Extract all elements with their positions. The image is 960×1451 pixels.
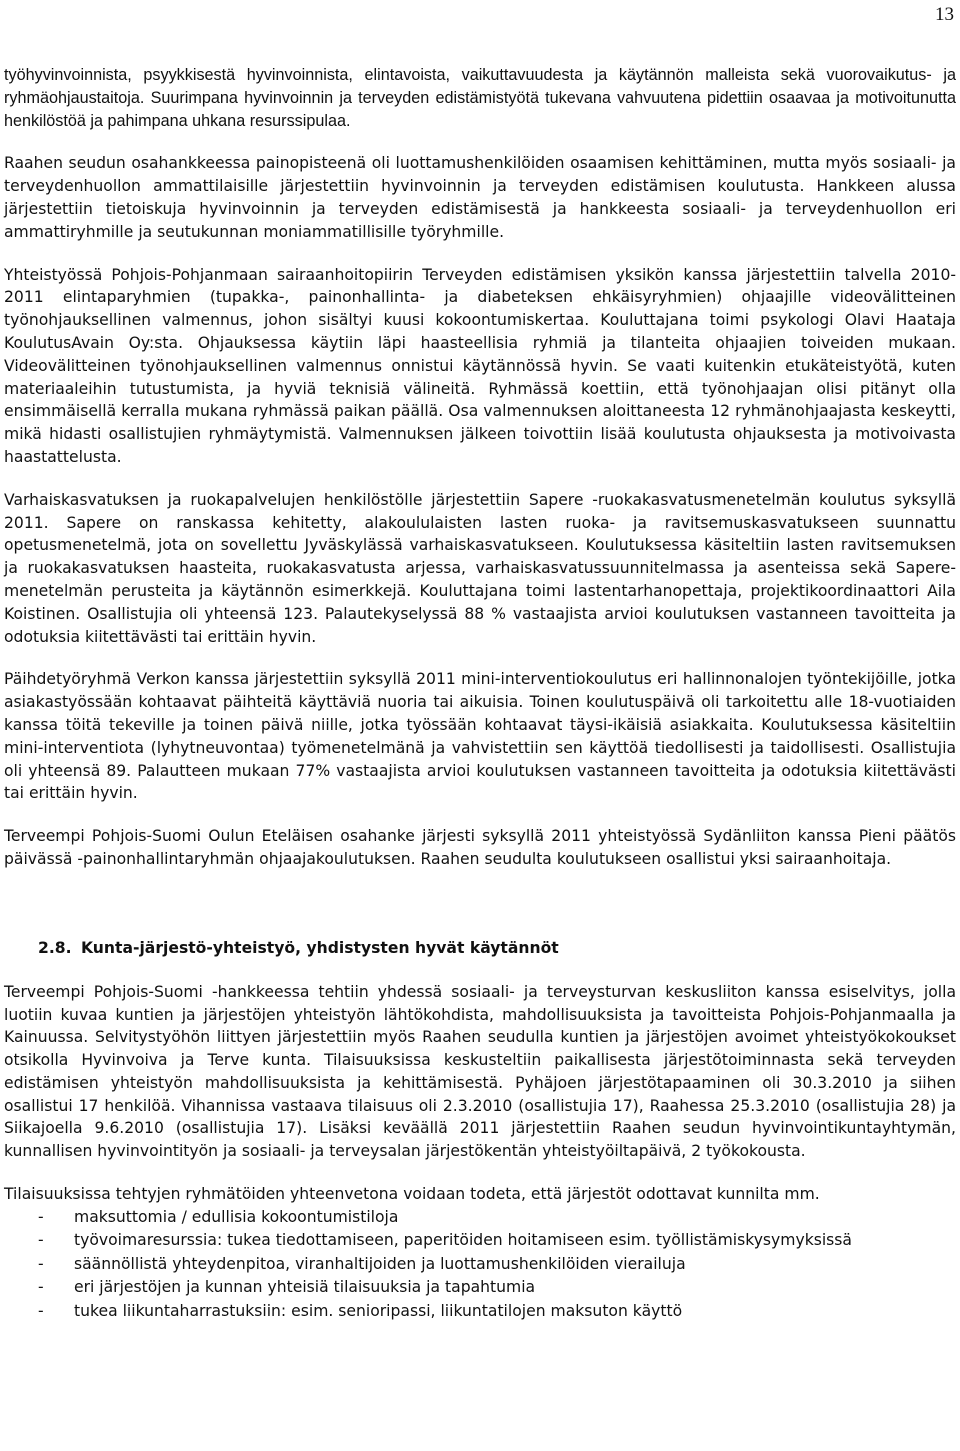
paragraph-5: Päihdetyöryhmä Verkon kanssa järjestettiin syksyllä 2011 mini-interventiokoulutus eri hallinnonalojen työntekijöille, jotka asiakastyössään kohtaavat päihteitä käyttäviä nuoria tai aikuisia. Toinen koulutuspäivä oli tarkoitettu alle 18-vuotiaiden kanssa töitä tekeville ja toinen päivä niille, jotka työssään kohtaavat täysi-ikäisiä asiakkaita. Koulutuksessa käsiteltiin mini-interventiota (lyhytneuvontaa) työmenetelmänä ja vahvistettiin sen käyttöä tiedollisesti ja taidollisesti. Osallistujia oli yhteensä 89. Palautteen mukaan 77% vastaajista arvioi koulutuksen vastanneen tavoitteita ja odotuksia kiitettävästi tai erittäin hyvin. [4,670,956,803]
list-item [4,1253,956,1277]
section-number: 2.8. [38,938,72,957]
list-item [4,1300,956,1324]
paragraph-6: Terveempi Pohjois-Suomi Oulun Eteläisen osahanke järjesti syksyllä 2011 yhteistyössä Sydänliiton kanssa Pieni päätös päivässä -painonhallintaryhmän ohjaajakoulutuksen. Raahen seudulta koulutukseen osallistui yksi sairaanhoitaja. [4,827,956,868]
paragraph-4: Varhaiskasvatuksen ja ruokapalvelujen henkilöstölle järjestettiin Sapere -ruokakasvatusmenetelmän koulutus syksyllä 2011. Sapere on ranskassa kehitetty, alakoululaisten lasten ruoka- ja ravitsemuskasvatukseen suunnattu opetusmenetelmä, jota on sovellettu Jyväskylässä varhaiskasvatukseen. Koulutuksessa käsiteltiin lasten ravitsemuksen ja ruokakasvatuksen haasteita, ruokakasvatusta arjessa, varhaiskasvatussuunnitelmassa ja asenteissa sekä Sapere-menetelmän perusteita ja käytännön esimerkkejä. Kouluttajana toimi lastentarhanopettaja, projektikoordinaattori Aila Koistinen. Osallistujia oli yhteensä 123. Palautekyselyssä 88 % vastaajista arvioi koulutuksen vastanneen tavoitteita ja odotuksia kiitettävästi tai erittäin hyvin. [4,490,956,646]
section-title: Kunta-järjestö-yhteistyö, yhdistysten hyvät käytännöt [81,938,559,957]
dash-bullet: - [38,1231,44,1250]
dash-bullet: - [38,1207,44,1226]
list-item-text: eri järjestöjen ja kunnan yhteisiä tilaisuuksia ja tapahtumia [74,1278,536,1297]
expectations-list [4,1206,956,1324]
list-item [4,1276,956,1300]
page-number: 13 [935,4,954,25]
paragraph-2: Raahen seudun osahankkeessa painopisteenä oli luottamushenkilöiden osaamisen kehittäminen, mutta myös sosiaali- ja terveydenhuollon ammattilaisille järjestettiin hyvinvoinnin ja terveyden edistämisen koulutusta. Hankkeen alussa järjestettiin tietoiskuja hyvinvoinnin ja terveyden edistämisestä ja hankkeesta sosiaali- ja terveydenhuollon eri ammattiryhmille ja seutukunnan moniammatillisille työryhmille. [4,154,956,241]
paragraph-1: työhyvinvoinnista, psyykkisestä hyvinvoinnista, elintavoista, vaikuttavuudesta ja käytännön malleista sekä vuorovaikutus- ja ryhmäohjaustaitoja. Suurimpana hyvinvoinnin ja terveyden edistämistyötä tukevana vahvuutena pidettiin osaavaa ja motivoitunutta henkilöstöä ja pahimpana uhkana resurssipulaa. [4,66,956,130]
paragraph-8: Tilaisuuksissa tehtyjen ryhmätöiden yhteenvetona voidaan todeta, että järjestöt odottavat kunnilta mm. [4,1185,820,1204]
dash-bullet: - [38,1301,44,1320]
paragraph-7: Terveempi Pohjois-Suomi -hankkeessa tehtiin yhdessä sosiaali- ja terveysturvan keskusliiton kanssa esiselvitys, jolla luotiin kuvaa kuntien ja järjestöjen yhteistyön lähtökohdista, mahdollisuuksista ja tavoitteista Pohjois-Pohjanmaalla ja Kainuussa. Selvitystyöhön liittyen järjestettiin myös Raahen seudulla kuntien ja järjestöjen avoimet yhteistyökokoukset otsikolla Hyvinvoiva ja Terve kunta. Tilaisuuksissa keskusteltiin paikallisesta järjestötoiminnasta sekä terveyden edistämisen yhteistyön mahdollisuuksista ja kehittämisestä. Pyhäjoen järjestötapaaminen oli 30.3.2010 ja siihen osallistui 17 henkilöä. Vihannissa vastaava tilaisuus oli 2.3.2010 (osallistujia 17), Raahessa 25.3.2010 (osallistujia 28) ja Siikajoella 9.6.2010 (osallistujia 17). Lisäksi keväällä 2011 järjestettiin Raahen seudun hyvinvointikuntayhtymän, kunnallisen hyvinvointityön ja sosiaali- ja terveysalan järjestökentän yhteistyöiltapäivä, 2 työkokousta. [4,982,956,1161]
list-item-text: säännöllistä yhteydenpitoa, viranhaltijoiden ja luottamushenkilöiden vierailuja [74,1254,686,1273]
dash-bullet: - [38,1278,44,1297]
document-body [4,64,956,1323]
dash-bullet: - [38,1254,44,1273]
paragraph-3: Yhteistyössä Pohjois-Pohjanmaan sairaanhoitopiirin Terveyden edistämisen yksikön kanssa järjestettiin talvella 2010-2011 elintaparyhmien (tupakka-, painonhallinta- ja diabeteksen ehkäisyryhmien) ohjaajille videovälitteinen työnohjauksellinen valmennus, johon sisältyi kuusi kokoontumiskertaa. Kouluttajana toimi psykologi Olavi Haataja KoulutusAvain Oy:sta. Ohjauksessa käytiin läpi haasteellisia ryhmiä ja tilanteita ohjaajien toiveiden mukaan. Videovälitteinen työnohjauksellinen valmennus onnistui käytännössä hyvin. Se vaati kuitenkin etukäteistyötä, kuten materiaaleihin tutustumista, ja hyviä teknisiä välineitä. Ryhmässä koettiin, että työnohjaajan olisi pitänyt olla ensimmäisellä kerralla mukana ryhmässä paikan päällä. Osa valmennuksen aloittaneesta 12 ryhmänohjaajasta keskeytti, mikä hidasti osallistujien ryhmäytymistä. Valmennuksen jälkeen toivottiin lisää koulutusta ohjauksesta ja motivoivasta haastattelusta. [4,265,956,466]
section-heading [38,937,956,959]
list-item-text: maksuttomia / edullisia kokoontumistiloja [74,1207,399,1226]
list-item [4,1206,956,1230]
list-item-text: työvoimaresurssia: tukea tiedottamiseen, paperitöiden hoitamiseen esim. työllistämiskysymyksissä [74,1231,852,1250]
list-item-text: tukea liikuntaharrastuksiin: esim. senioripassi, liikuntatilojen maksuton käyttö [74,1301,683,1320]
list-item [4,1229,956,1253]
